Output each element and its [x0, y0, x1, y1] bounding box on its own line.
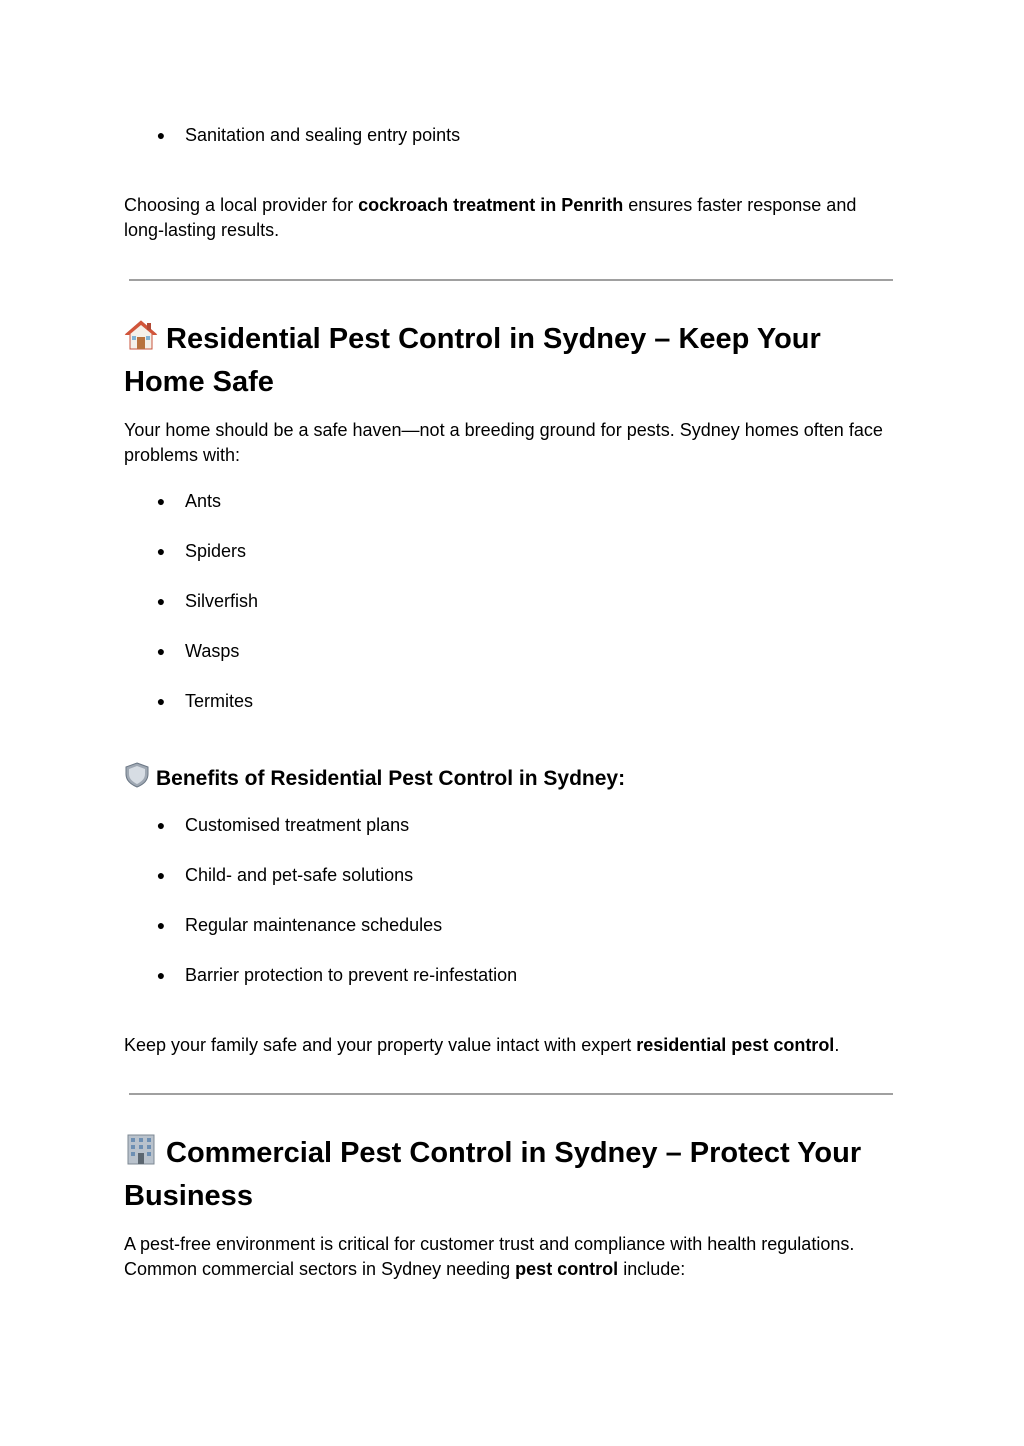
bullet-icon: ● [156, 643, 166, 659]
bullet-icon: ● [156, 693, 166, 709]
bullet-icon: ● [156, 867, 166, 883]
bullet-icon: ● [156, 593, 166, 609]
bold-keyword: cockroach treatment in Penrith [358, 195, 624, 215]
residential-heading: Residential Pest Control in Sydney – Keep Your Home Safe [124, 318, 904, 402]
intro-paragraph: Choosing a local provider for cockroach treatment in Penrith ensures faster response and long-lasting results. [124, 195, 857, 240]
residential-closing: Keep your family safe and your property value intact with expert residential pest control. [124, 1035, 840, 1055]
bold-keyword: residential pest control [636, 1035, 835, 1055]
bullet-icon: ● [156, 543, 166, 559]
office-building-icon [124, 1132, 158, 1177]
divider [129, 279, 893, 281]
bullet-icon: ● [156, 493, 166, 509]
document-page: ● Sanitation and sealing entry points Choosing a local provider for cockroach treatment in Penrith ensures faster response and long-lasting results. Residential Pest Control in Sydney – Keep Your Home Safe Your home should be a safe haven—not a breeding ground for pests. Sydney homes often face problems with: ● Ants ● Spiders ● Silverfish ● Wasps ● Termites Benefits of Residential Pest Control in Sydney: ● Customised treatment plans ● Child- and pet-safe solutions ● Regular maintenance schedules ● Barrier protection to prevent re-infestation Keep your family safe and your property value intact with expert residential pest control. Commercial Pest Control in Sydney – Protect Your Business A pest-free environment is critical for customer trust and compliance with health regulations. Common commercial sectors in Sydney needing pest control include: [0, 0, 1024, 1446]
divider [129, 1093, 893, 1095]
bold-keyword: pest control [515, 1259, 619, 1279]
residential-intro: Your home should be a safe haven—not a breeding ground for pests. Sydney homes often face problems with: [124, 420, 883, 465]
list-item-text: Sanitation and sealing entry points [185, 125, 461, 145]
commercial-intro: A pest-free environment is critical for customer trust and compliance with health regulations. Common commercial sectors in Sydney needing pest control include: [124, 1234, 855, 1279]
benefits-heading: Benefits of Residential Pest Control in Sydney: [124, 762, 904, 796]
house-icon [124, 318, 158, 363]
shield-icon [124, 762, 150, 796]
bullet-icon: ● [156, 967, 166, 983]
bullet-icon: ● [156, 817, 166, 833]
bullet-icon: ● [156, 917, 166, 933]
commercial-heading: Commercial Pest Control in Sydney – Protect Your Business [124, 1132, 904, 1216]
bullet-icon: ● [156, 127, 166, 143]
